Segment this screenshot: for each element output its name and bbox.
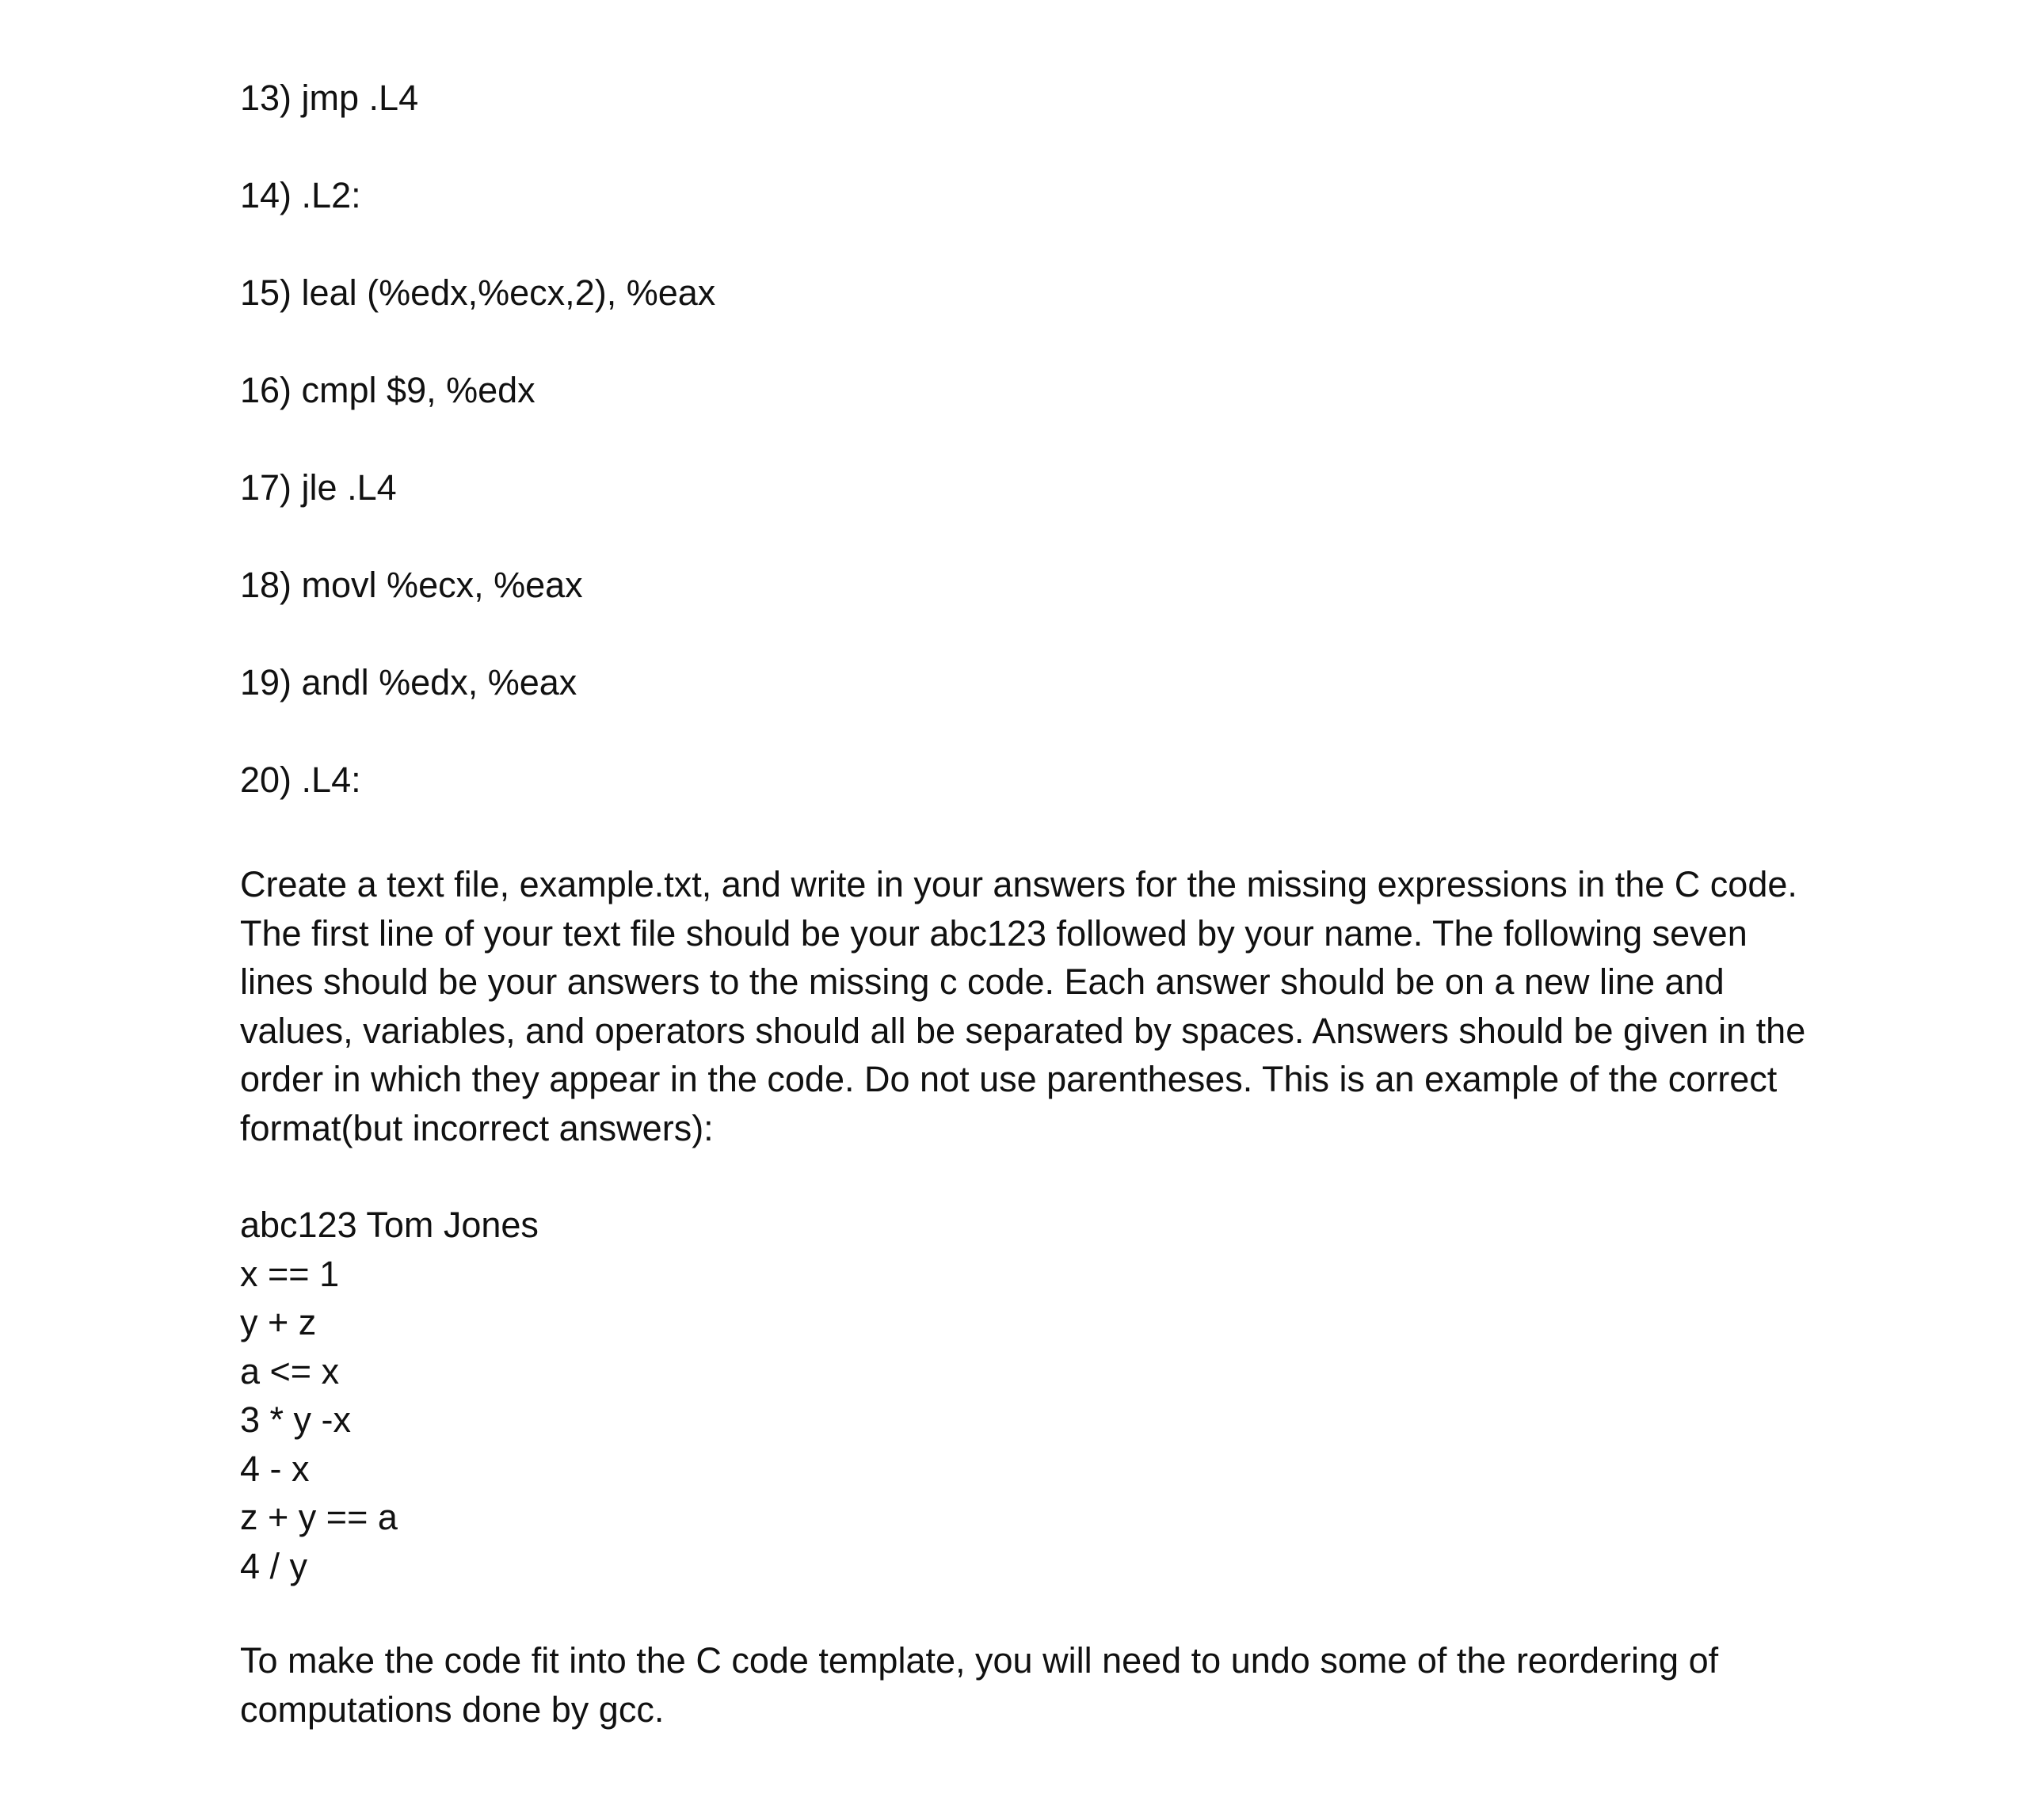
instructions-section	[240, 860, 1816, 1152]
example-answer-line-7: 4 / y	[240, 1545, 308, 1586]
assembly-listing	[240, 76, 1824, 855]
example-answer-line-5: 4 - x	[240, 1448, 310, 1489]
example-answer-line-1: x == 1	[240, 1253, 340, 1294]
assembly-line-19: 19) andl %edx, %eax	[240, 662, 577, 702]
assembly-line-13: 13) jmp .L4	[240, 78, 419, 118]
assembly-line-17: 17) jle .L4	[240, 467, 397, 508]
example-answer-line-4: 3 * y -x	[240, 1399, 352, 1440]
example-answer-block	[240, 1201, 1191, 1590]
assembly-line-20: 20) .L4:	[240, 760, 361, 800]
example-answer-line-2: y + z	[240, 1302, 317, 1342]
assembly-line-14: 14) .L2:	[240, 175, 361, 215]
closing-paragraph: To make the code fit into the C code template, you will need to undo some of the reordering of computations done by gcc.	[240, 1640, 1719, 1730]
closing-section	[240, 1636, 1816, 1734]
instructions-paragraph: Create a text file, example.txt, and write in your answers for the missing expressions in the C code. The first line of your text file should be your abc123 followed by your name. The following seven lines should be your answers to the missing c code. Each answer should be on a new line and values, variables, and operators should all be separated by spaces. Answers should be given in the order in which they appear in the code. Do not use parentheses. This is an example of the correct format(but incorrect answers):	[240, 864, 1806, 1148]
assembly-line-18: 18) movl %ecx, %eax	[240, 565, 583, 605]
example-header-line: abc123 Tom Jones	[240, 1205, 539, 1245]
example-answer-line-3: a <= x	[240, 1350, 340, 1392]
example-answer-line-6: z + y == a	[240, 1497, 398, 1537]
assembly-line-16: 16) cmpl $9, %edx	[240, 370, 535, 410]
assembly-line-15: 15) leal (%edx,%ecx,2), %eax	[240, 272, 716, 313]
